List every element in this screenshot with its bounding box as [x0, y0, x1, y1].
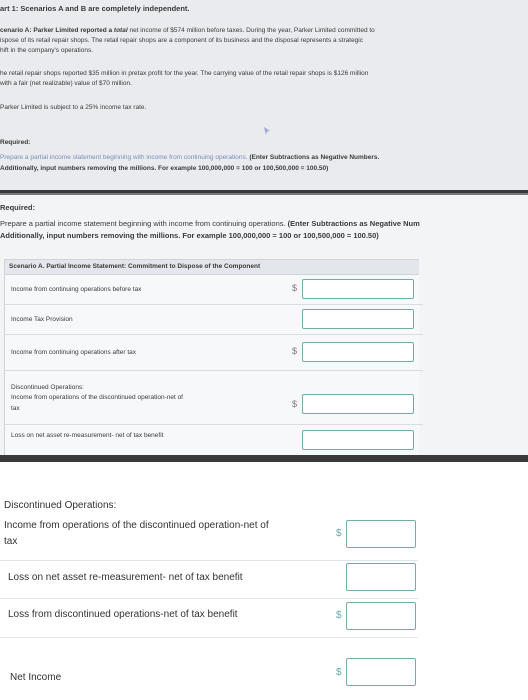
required-line1: Prepare a partial income statement beginning with income from continuing operations. (Enter Subtractions as Negative Num	[0, 219, 420, 228]
row-label: Income from continuing operations after tax	[11, 349, 137, 356]
table-row	[5, 370, 423, 390]
scenario-a-line2: ispose of its retail repair shops. The retail repair shops are a component of its business and the disposal represents a strategic	[0, 37, 363, 44]
net-income-input[interactable]	[346, 658, 416, 686]
row-divider	[0, 560, 418, 561]
net-income-label: Net Income	[10, 672, 62, 683]
disc-ops-heading: Discontinued Operations:	[4, 500, 117, 511]
required-line1: Prepare a partial income statement beginning with income from continuing operations. (Enter Subtractions as Negative Numbers.	[0, 154, 380, 161]
table-header	[5, 260, 419, 275]
scenario-a-line1: cenario A: Parker Limited reported a total net income of $574 million before taxes. During the year, Parker Limited committed to	[0, 27, 375, 34]
question-panel-top	[0, 0, 528, 190]
retail-line2: with a fair (net realizable) value of $70 million.	[0, 80, 132, 87]
table-row	[5, 304, 423, 335]
scenario-a-line3: hift in the company's operations.	[0, 47, 94, 54]
disc-ops-income-input[interactable]	[302, 394, 414, 414]
mouse-cursor-icon	[264, 127, 270, 135]
table-row	[5, 274, 423, 305]
tax-rate-line: Parker Limited is subject to a 25% income tax rate.	[0, 104, 147, 111]
dollar-sign: $	[336, 667, 342, 678]
loss-remeasure-label: Loss on net asset re-measurement- net of tax benefit	[8, 572, 243, 583]
loss-remeasurement-input[interactable]	[346, 563, 416, 591]
required-label: Required:	[0, 203, 36, 212]
tax-provision-input[interactable]	[302, 309, 414, 329]
question-panel-bottom	[0, 462, 528, 700]
loss-disc-ops-input[interactable]	[346, 602, 416, 630]
income-before-tax-input[interactable]	[302, 279, 414, 299]
income-after-tax-input[interactable]	[302, 342, 414, 362]
row-label: Loss on net asset re-measurement- net of tax benefit	[11, 432, 164, 439]
loss-disc-label: Loss from discontinued operations-net of tax benefit	[8, 609, 238, 620]
row-divider	[0, 598, 418, 599]
row-label-cont: tax	[11, 405, 20, 412]
table-row	[5, 334, 423, 371]
row-label: Income from continuing operations before tax	[11, 286, 142, 293]
row-label: Income from operations of the discontinued operation-net of	[11, 394, 183, 401]
row-divider	[0, 637, 418, 638]
dollar-sign: $	[336, 610, 342, 621]
disc-income-label-cont: tax	[4, 536, 18, 547]
row-label: Income Tax Provision	[11, 316, 73, 323]
question-panel-middle	[0, 193, 528, 455]
required-line2: Additionally, input numbers removing the millions. For example 100,000,000 = 100 or 100,500,000 = 100.50)	[0, 231, 379, 240]
disc-ops-income-input[interactable]	[346, 520, 416, 548]
table-row	[5, 424, 423, 454]
dollar-sign: $	[292, 346, 298, 356]
dollar-sign: $	[292, 283, 298, 293]
loss-remeasurement-input[interactable]	[302, 430, 414, 450]
table-row	[5, 390, 423, 425]
dollar-sign: $	[292, 399, 298, 409]
row-label: Discontinued Operations:	[11, 384, 84, 391]
required-line2: Additionally, input numbers removing the millions. For example 100,000,000 = 100 or 100,500,000 = 100.50)	[0, 165, 329, 172]
retail-line1: he retail repair shops reported $35 million in pretax profit for the year. The carrying value of the retail repair shops is $126 million	[0, 70, 369, 77]
part-header: art 1: Scenarios A and B are completely independent.	[0, 4, 190, 13]
income-statement-table	[4, 259, 419, 455]
dollar-sign: $	[336, 528, 342, 539]
table-title: Scenario A. Partial Income Statement: Commitment to Dispose of the Component	[9, 263, 261, 270]
disc-income-label: Income from operations of the discontinued operation-net of	[4, 520, 269, 531]
required-label: Required:	[0, 139, 31, 146]
